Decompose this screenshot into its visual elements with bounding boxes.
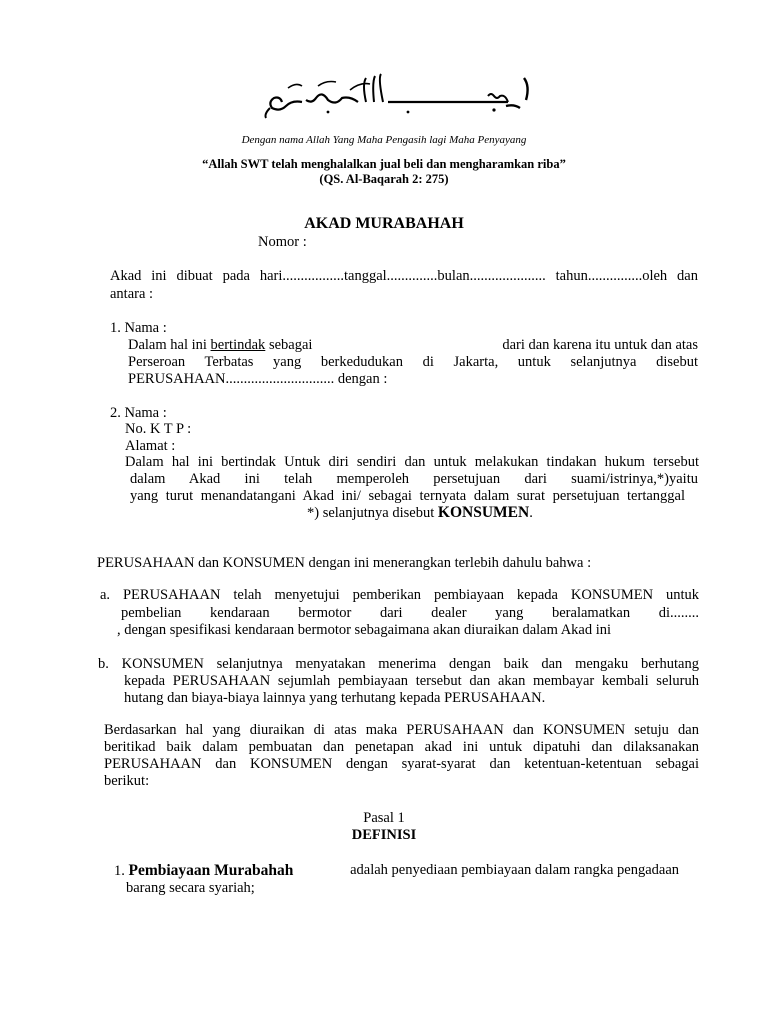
party1-line-2b: bertindak xyxy=(210,337,266,353)
party1-line-3: Perseroan Terbatas yang berkedudukan di Jakarta, untuk selanjutnya disebut xyxy=(128,354,698,370)
document-title: AKAD MURABAHAH xyxy=(304,215,464,232)
definition-1-line-2: barang secara syariah; xyxy=(126,880,255,896)
intro-line-1: Akad ini dibuat pada hari.................tanggal..............bulan..................... tahun...............oleh dan xyxy=(110,268,698,284)
pasal-heading: DEFINISI xyxy=(351,827,417,843)
point-a-line-2: pembelian kendaraan bermotor dari dealer yang beralamatkan di........ xyxy=(121,605,699,621)
conclusion-line-2: beritikad baik dalam pembuatan dan penetapan akad ini untuk dipatuhi dan dilaksanakan xyxy=(104,739,699,755)
document-number-label: Nomor : xyxy=(258,234,307,250)
party1-line-2 xyxy=(128,337,698,354)
definition-1-line-1 xyxy=(114,862,679,880)
definition-1-number: 1. xyxy=(114,863,125,879)
statement-line: PERUSAHAAN dan KONSUMEN dengan ini menerangkan terlebih dahulu bahwa : xyxy=(97,555,592,571)
party2-line-4c: . xyxy=(529,505,533,521)
party1-line-2d: dari dan karena itu untuk dan atas xyxy=(502,337,698,353)
pasal-number: Pasal 1 xyxy=(363,810,405,826)
party2-ktp: No. K T P : xyxy=(125,421,192,437)
point-b-line-3: hutang dan biaya-biaya lainnya yang terhutang kepada PERUSAHAAN. xyxy=(124,690,546,706)
point-b-line-2: kepada PERUSAHAAN sejumlah pembiayaan tersebut dan akan membayar kembali seluruh xyxy=(124,673,699,689)
quran-reference: (QS. Al-Baqarah 2: 275) xyxy=(319,172,449,186)
party2-line-4 xyxy=(307,504,533,522)
point-a-line-3: , dengan spesifikasi kendaraan bermotor sebagaimana akan diuraikan dalam Akad ini xyxy=(117,622,612,638)
definition-1-term: Pembiayaan Murabahah xyxy=(128,862,294,879)
party1-line-2c: sebagai xyxy=(268,337,313,353)
konsumen-bold: KONSUMEN xyxy=(437,504,530,521)
party2-name: 2. Nama : xyxy=(110,405,167,421)
party1-line-2a: Dalam hal ini xyxy=(128,337,207,353)
basmala-calligraphy-icon xyxy=(258,72,538,122)
quran-quote: “Allah SWT telah menghalalkan jual beli dan mengharamkan riba” xyxy=(202,157,566,171)
conclusion-line-1: Berdasarkan hal yang diuraikan di atas maka PERUSAHAAN dan KONSUMEN setuju dan xyxy=(104,722,699,738)
point-a-line-1: a. PERUSAHAAN telah menyetujui pemberikan pembiayaan kepada KONSUMEN untuk xyxy=(100,587,699,603)
opening-subtitle: Dengan nama Allah Yang Maha Pengasih lagi Maha Penyayang xyxy=(241,134,527,146)
conclusion-line-4: berikut: xyxy=(104,773,150,789)
party2-line-2: dalam Akad ini telah memperoleh persetujuan dari suami/istrinya,*)yaitu xyxy=(130,471,698,487)
party2-address: Alamat : xyxy=(125,438,176,454)
party2-line-1: Dalam hal ini bertindak Untuk diri sendiri dan untuk melakukan tindakan hukum tersebut xyxy=(125,454,699,470)
party1-name: 1. Nama : xyxy=(110,320,167,336)
intro-line-2: antara : xyxy=(110,286,154,302)
party1-line-4: PERUSAHAAN.............................. dengan : xyxy=(128,371,388,387)
party2-line-4a: *) selanjutnya disebut xyxy=(307,505,435,521)
conclusion-line-3: PERUSAHAAN dan KONSUMEN dengan syarat-syarat dan ketentuan-ketentuan sebagai xyxy=(104,756,699,772)
point-b-line-1: b. KONSUMEN selanjutnya menyatakan menerima dengan baik dan mengaku berhutang xyxy=(98,656,699,672)
party2-line-3: yang turut menandatangani Akad ini/ sebagai ternyata dalam surat persetujuan tertanggal xyxy=(130,488,685,504)
definition-1-text: adalah penyediaan pembiayaan dalam rangka pengadaan xyxy=(350,862,679,878)
